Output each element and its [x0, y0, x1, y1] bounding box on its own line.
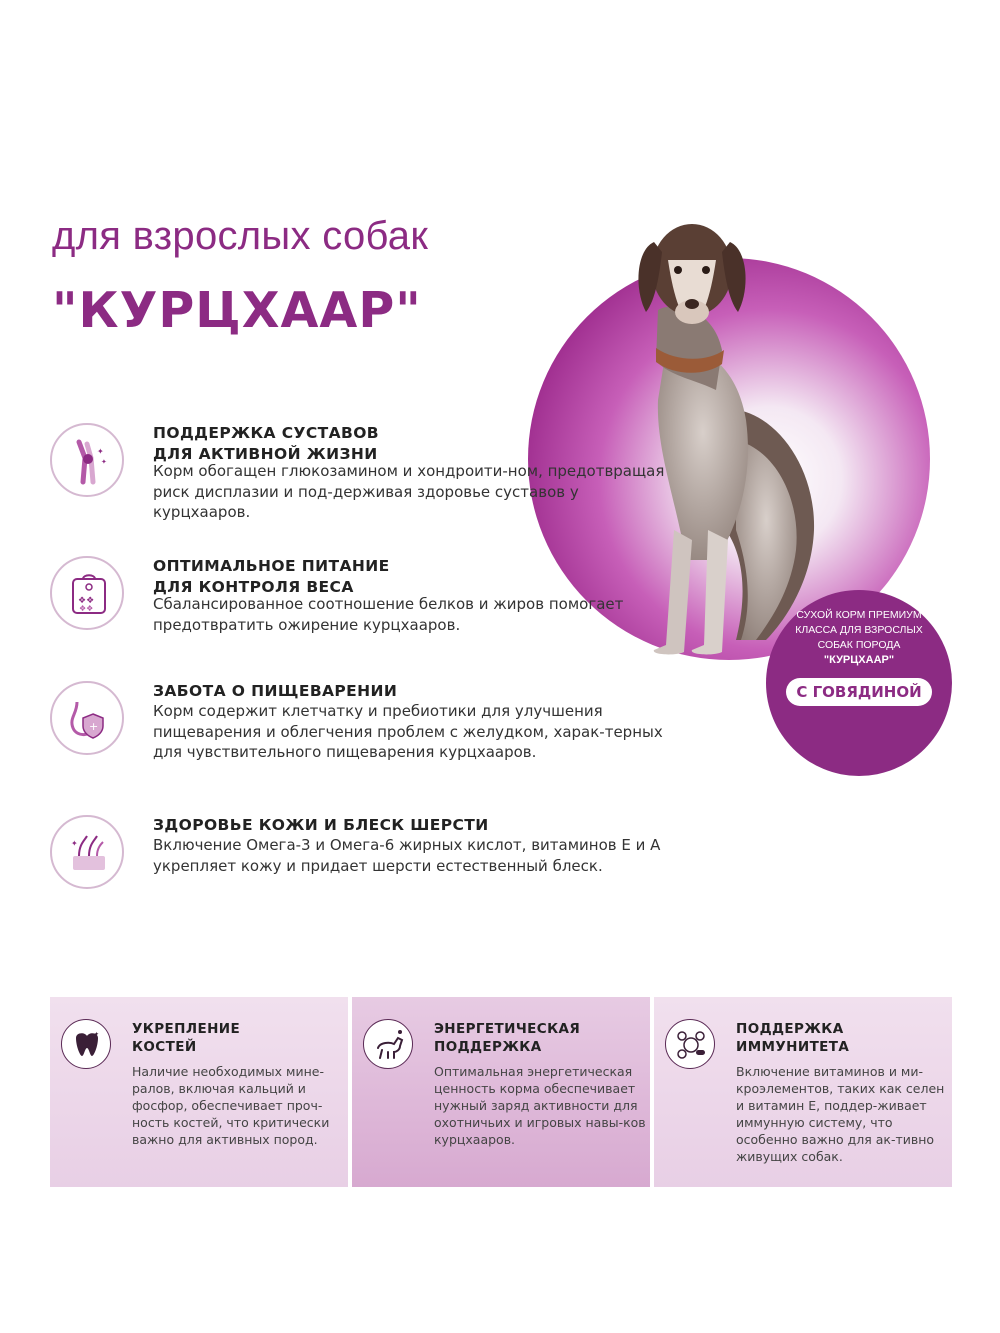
svg-text:+: +	[89, 720, 99, 733]
skin-coat-icon	[50, 815, 124, 889]
benefit-title-line2: ИММУНИТЕТА	[736, 1039, 850, 1055]
benefit-energy	[352, 997, 650, 1187]
feature-text: Сбалансированное соотношение белков и жиров помогает предотвратить ожирение курцхааров.	[153, 595, 624, 634]
feature-title-line2: ДЛЯ АКТИВНОЙ ЖИЗНИ	[153, 445, 378, 463]
product-badge	[766, 590, 952, 776]
weight-scale-icon	[50, 556, 124, 630]
benefit-title-line2: КОСТЕЙ	[132, 1039, 197, 1055]
benefit-title-line1: УКРЕПЛЕНИЕ	[132, 1021, 241, 1037]
benefit-immunity	[654, 997, 952, 1187]
feature-text: Включение Омега-3 и Омега-6 жирных кислот, витаминов Е и А укрепляет кожу и придает шерсти естественный блеск.	[153, 836, 661, 875]
badge-breed: "КУРЦХААР"	[823, 654, 895, 666]
feature-title-line1: ЗДОРОВЬЕ КОЖИ И БЛЕСК ШЕРСТИ	[153, 816, 489, 834]
feature-weight	[50, 556, 650, 636]
bottom-benefits	[50, 997, 952, 1187]
feature-title-line1: ОПТИМАЛЬНОЕ ПИТАНИЕ	[153, 557, 390, 575]
benefit-bones	[50, 997, 348, 1187]
digestion-icon	[50, 681, 124, 755]
feature-title-line1: ЗАБОТА О ПИЩЕВАРЕНИИ	[153, 682, 398, 700]
feature-text: Корм содержит клетчатку и пребиотики для улучшения пищеварения и облегчения проблем с желудком, харак-терных для чувствительного пищеварения курцхааров.	[153, 702, 663, 761]
svg-text:✦: ✦	[97, 447, 104, 456]
benefit-title-line1: ЭНЕРГЕТИЧЕСКАЯ	[434, 1021, 581, 1037]
joint-icon	[50, 423, 124, 497]
svg-text:✦: ✦	[94, 1031, 100, 1038]
feature-digestion	[50, 681, 663, 761]
svg-text:❖❖: ❖❖	[79, 604, 94, 613]
vitamins-icon	[665, 1019, 715, 1069]
svg-text:❖❖: ❖❖	[78, 596, 95, 606]
benefit-text: Оптимальная энергетическая ценность корма обеспечивает нужный заряд активности для охотничьих и игровых навы-ков курцхааров.	[434, 1064, 646, 1147]
page-title: "КУРЦХААР"	[52, 282, 422, 339]
svg-text:✦: ✦	[101, 458, 107, 466]
running-dog-icon	[363, 1019, 413, 1069]
benefit-text: Включение витаминов и ми-кроэлементов, таких как селен и витамин Е, поддер-живает иммунную систему, что особенно важно для ак-тивно живущих собак.	[736, 1064, 945, 1164]
feature-title-line2: ДЛЯ КОНТРОЛЯ ВЕСА	[153, 578, 354, 596]
svg-text:✦: ✦	[71, 839, 78, 848]
benefit-title-line1: ПОДДЕРЖКА	[736, 1021, 844, 1037]
feature-title-line1: ПОДДЕРЖКА СУСТАВОВ	[153, 424, 380, 442]
benefit-title-line2: ПОДДЕРЖКА	[434, 1039, 542, 1055]
feature-joints	[50, 423, 665, 521]
teeth-bones-icon	[61, 1019, 111, 1069]
benefit-text: Наличие необходимых мине-ралов, включая кальций и фосфор, обеспечивает проч-ность костей, что критически важно для активных пород.	[132, 1064, 330, 1147]
feature-skin	[50, 815, 661, 895]
page-subtitle: для взрослых собак	[52, 214, 429, 258]
badge-flavor: С ГОВЯДИНОЙ	[786, 678, 931, 706]
feature-text: Корм обогащен глюкозамином и хондроити-ном, предотвращая риск дисплазии и под-держивая здоровье суставов у курцхааров.	[153, 462, 665, 521]
badge-description: СУХОЙ КОРМ ПРЕМИУМ КЛАССА ДЛЯ ВЗРОСЛЫХ СОБАК ПОРОДА	[795, 609, 923, 651]
